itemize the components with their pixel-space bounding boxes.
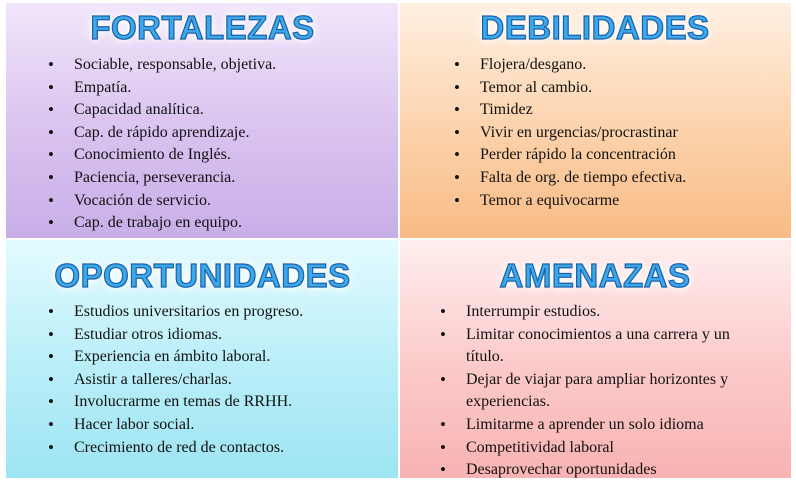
debilidades-title: DEBILIDADES <box>480 9 710 46</box>
amenazas-quadrant <box>399 239 791 478</box>
list-item: • Limitarme a aprender un solo idioma <box>438 414 768 437</box>
horizontal-divider <box>6 238 791 240</box>
vertical-divider <box>398 3 400 478</box>
debilidades-list <box>452 54 782 212</box>
list-item: • Conocimiento de Inglés. <box>46 144 386 167</box>
list-item: • Limitar conocimientos a una carrera y un título. <box>438 324 768 369</box>
oportunidades-list <box>46 301 311 459</box>
list-item: • Asistir a talleres/charlas. <box>46 369 311 392</box>
list-item: • Temor a equivocarme <box>452 190 782 213</box>
fortalezas-quadrant <box>6 3 399 239</box>
list-item: • Involucrarme en temas de RRHH. <box>46 391 311 414</box>
list-item: • Falta de org. de tiempo efectiva. <box>452 167 782 190</box>
fortalezas-title: FORTALEZAS <box>90 9 315 46</box>
list-item: • Empatía. <box>46 77 386 100</box>
list-item: • Timidez <box>452 99 782 122</box>
swot-grid <box>6 3 791 478</box>
debilidades-quadrant <box>399 3 791 239</box>
list-item: • Competitividad laboral <box>438 437 768 460</box>
list-item: • Hacer labor social. <box>46 414 311 437</box>
amenazas-title: AMENAZAS <box>499 257 691 294</box>
list-item: • Cap. de rápido aprendizaje. <box>46 122 386 145</box>
list-item: • Vocación de servicio. <box>46 190 386 213</box>
fortalezas-list <box>46 54 386 235</box>
list-item: • Crecimiento de red de contactos. <box>46 437 311 460</box>
list-item: • Paciencia, perseverancia. <box>46 167 386 190</box>
list-item: • Dejar de viajar para ampliar horizontes y experiencias. <box>438 369 768 414</box>
oportunidades-title: OPORTUNIDADES <box>54 257 351 294</box>
list-item: • Cap. de trabajo en equipo. <box>46 212 386 235</box>
list-item: • Experiencia en ámbito laboral. <box>46 346 311 369</box>
list-item: • Temor al cambio. <box>452 77 782 100</box>
amenazas-list <box>438 301 768 482</box>
list-item: • Vivir en urgencias/procrastinar <box>452 122 782 145</box>
list-item: • Desaprovechar oportunidades <box>438 459 768 482</box>
list-item: • Estudiar otros idiomas. <box>46 324 311 347</box>
list-item: • Capacidad analítica. <box>46 99 386 122</box>
oportunidades-quadrant <box>6 239 399 478</box>
list-item: • Estudios universitarios en progreso. <box>46 301 311 324</box>
list-item: • Interrumpir estudios. <box>438 301 768 324</box>
list-item: • Sociable, responsable, objetiva. <box>46 54 386 77</box>
list-item: • Perder rápido la concentración <box>452 144 782 167</box>
list-item: • Flojera/desgano. <box>452 54 782 77</box>
